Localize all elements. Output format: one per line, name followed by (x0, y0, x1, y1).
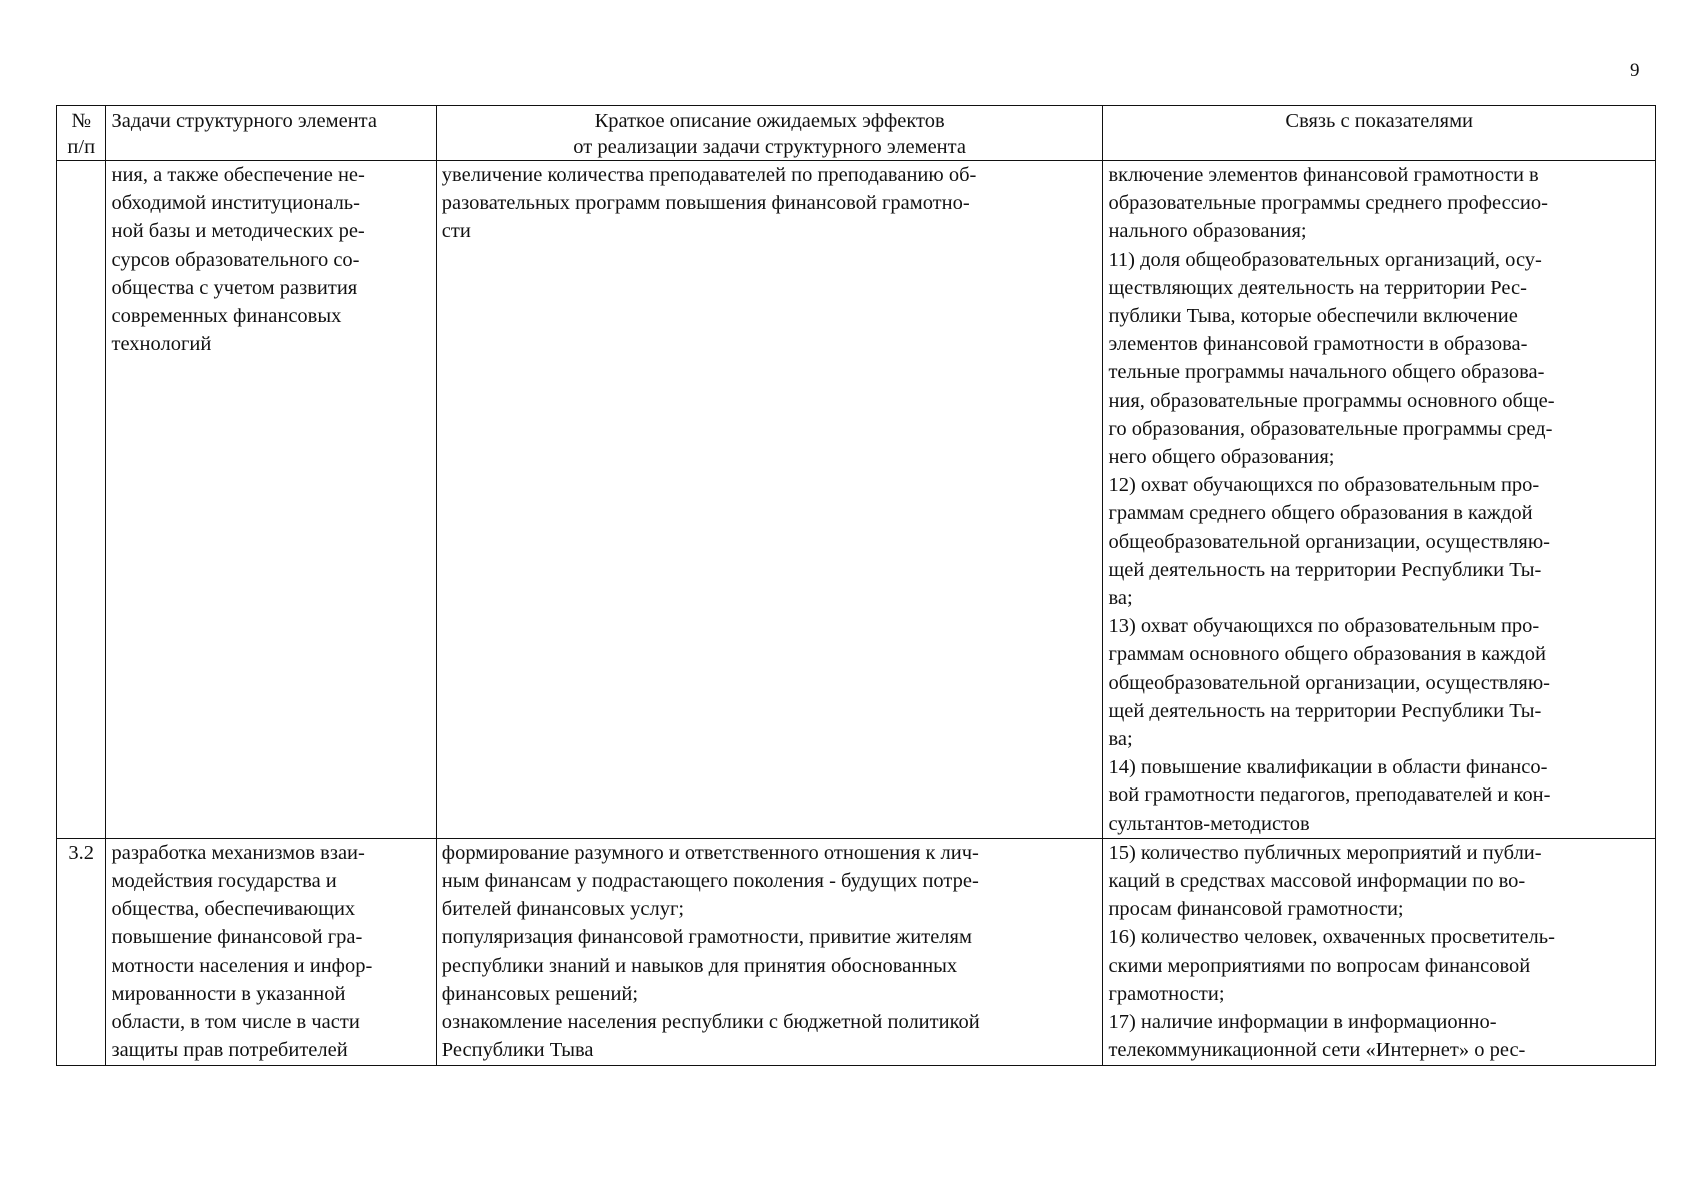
text-line: вой грамотности педагогов, преподавателей и кон- (1108, 784, 1551, 807)
text-line: сультантов-методистов (1108, 812, 1310, 835)
text-line: общеобразовательной организации, осуществляю- (1108, 671, 1550, 694)
text-line: сурсов образовательного со- (111, 248, 360, 271)
table-row (57, 838, 1656, 1065)
text-line: граммам среднего общего образования в каждой (1108, 502, 1533, 525)
text-line: 11) доля общеобразовательных организаций, осу- (1108, 248, 1542, 271)
text-line: 17) наличие информации в информационно- (1108, 1011, 1497, 1034)
text-line: увеличение количества преподавателей по преподаванию об- (441, 164, 977, 186)
text-line: щей деятельность на территории Республики Ты- (1108, 558, 1542, 581)
effect-cell (436, 161, 1103, 839)
text-line: Задачи структурного элемента (111, 110, 377, 132)
text-line: тельные программы начального общего образова- (1108, 361, 1545, 384)
text-line: скими мероприятиями по вопросам финансовой (1108, 954, 1531, 977)
text-line: модействия государства и (111, 870, 337, 893)
text-line: нального образования; (1108, 220, 1307, 243)
text-line: разовательных программ повышения финансовой грамотно- (441, 192, 970, 215)
row-number-cell: 3.2 (57, 838, 106, 1065)
header-link (1103, 106, 1656, 161)
text-line: общества с учетом развития (111, 276, 358, 299)
table-row (57, 161, 1656, 839)
text-line: области, в том числе в части (111, 1011, 360, 1034)
text-line: ознакомление населения республики с бюджетной политикой (441, 1011, 980, 1034)
text-line: 16) количество человек, охваченных просветитель- (1108, 926, 1555, 949)
text-line: ва; (1108, 587, 1133, 610)
text-line: щей деятельность на территории Республики Ты- (1108, 699, 1542, 722)
text-line: Связь с показателями (1285, 110, 1474, 132)
row-number-cell (57, 161, 106, 839)
text-line: мированности в указанной (111, 982, 346, 1005)
text-line: п/п (67, 136, 96, 158)
header-task (106, 106, 436, 161)
text-line: граммам основного общего образования в каждой (1108, 643, 1546, 666)
text-line: общеобразовательной организации, осуществляю- (1108, 530, 1550, 553)
text-line: обходимой институциональ- (111, 192, 360, 215)
text-line: технологий (111, 333, 212, 356)
text-line: общества, обеспечивающих (111, 898, 356, 921)
text-line: современных финансовых (111, 305, 342, 328)
text-line: Республики Тыва (441, 1039, 594, 1062)
text-line: бителей финансовых услуг; (441, 898, 685, 921)
text-line: ва; (1108, 728, 1133, 751)
table-header-row (57, 106, 1656, 161)
text-line: повышение финансовой гра- (111, 926, 363, 949)
structural-element-table (56, 105, 1656, 1066)
text-line: телекоммуникационной сети «Интернет» о рес- (1108, 1039, 1526, 1062)
text-line: Краткое описание ожидаемых эффектов (594, 110, 945, 132)
text-line: элементов финансовой грамотности в образова- (1108, 333, 1528, 356)
text-line: каций в средствах массовой информации по во- (1108, 870, 1526, 893)
text-line: публики Тыва, которые обеспечили включение (1108, 305, 1518, 328)
text-line: го образования, образовательные программы сред- (1108, 417, 1553, 440)
text-line: № (71, 110, 92, 132)
text-line: формирование разумного и ответственного отношения к лич- (441, 841, 979, 864)
text-line: него общего образования; (1108, 446, 1335, 469)
header-num (57, 106, 106, 161)
text-line: популяризация финансовой грамотности, привитие жителям (441, 926, 972, 949)
task-cell (106, 838, 436, 1065)
indicator-link-cell (1103, 161, 1656, 839)
text-line: включение элементов финансовой грамотности в (1108, 164, 1539, 186)
text-line: финансовых решений; (441, 982, 639, 1005)
effect-cell (436, 838, 1103, 1065)
indicator-link-cell (1103, 838, 1656, 1065)
text-line: 13) охват обучающихся по образовательным про- (1108, 615, 1540, 638)
task-cell (106, 161, 436, 839)
text-line: просам финансовой грамотности; (1108, 898, 1404, 921)
text-line: ществляющих деятельность на территории Рес- (1108, 276, 1527, 299)
text-line: ния, а также обеспечение не- (111, 164, 365, 186)
text-line: 14) повышение квалификации в области финансо- (1108, 756, 1548, 779)
text-line: защиты прав потребителей (111, 1039, 348, 1062)
text-line: ной базы и методических ре- (111, 220, 365, 243)
text-line: 12) охват обучающихся по образовательным про- (1108, 474, 1540, 497)
text-line: ния, образовательные программы основного обще- (1108, 389, 1555, 412)
text-line: разработка механизмов взаи- (111, 841, 365, 864)
text-line: от реализации задачи структурного элемента (573, 136, 966, 158)
text-line: сти (441, 220, 471, 243)
text-line: республики знаний и навыков для принятия обоснованных (441, 954, 958, 977)
text-line: мотности населения и инфор- (111, 954, 373, 977)
text-line: грамотности; (1108, 982, 1225, 1005)
text-line: 15) количество публичных мероприятий и публи- (1108, 841, 1542, 864)
page-number: 9 (1630, 60, 1640, 81)
text-line: образовательные программы среднего профессио- (1108, 192, 1548, 215)
header-effect (436, 106, 1103, 161)
text-line: ным финансам у подрастающего поколения - будущих потре- (441, 870, 979, 893)
